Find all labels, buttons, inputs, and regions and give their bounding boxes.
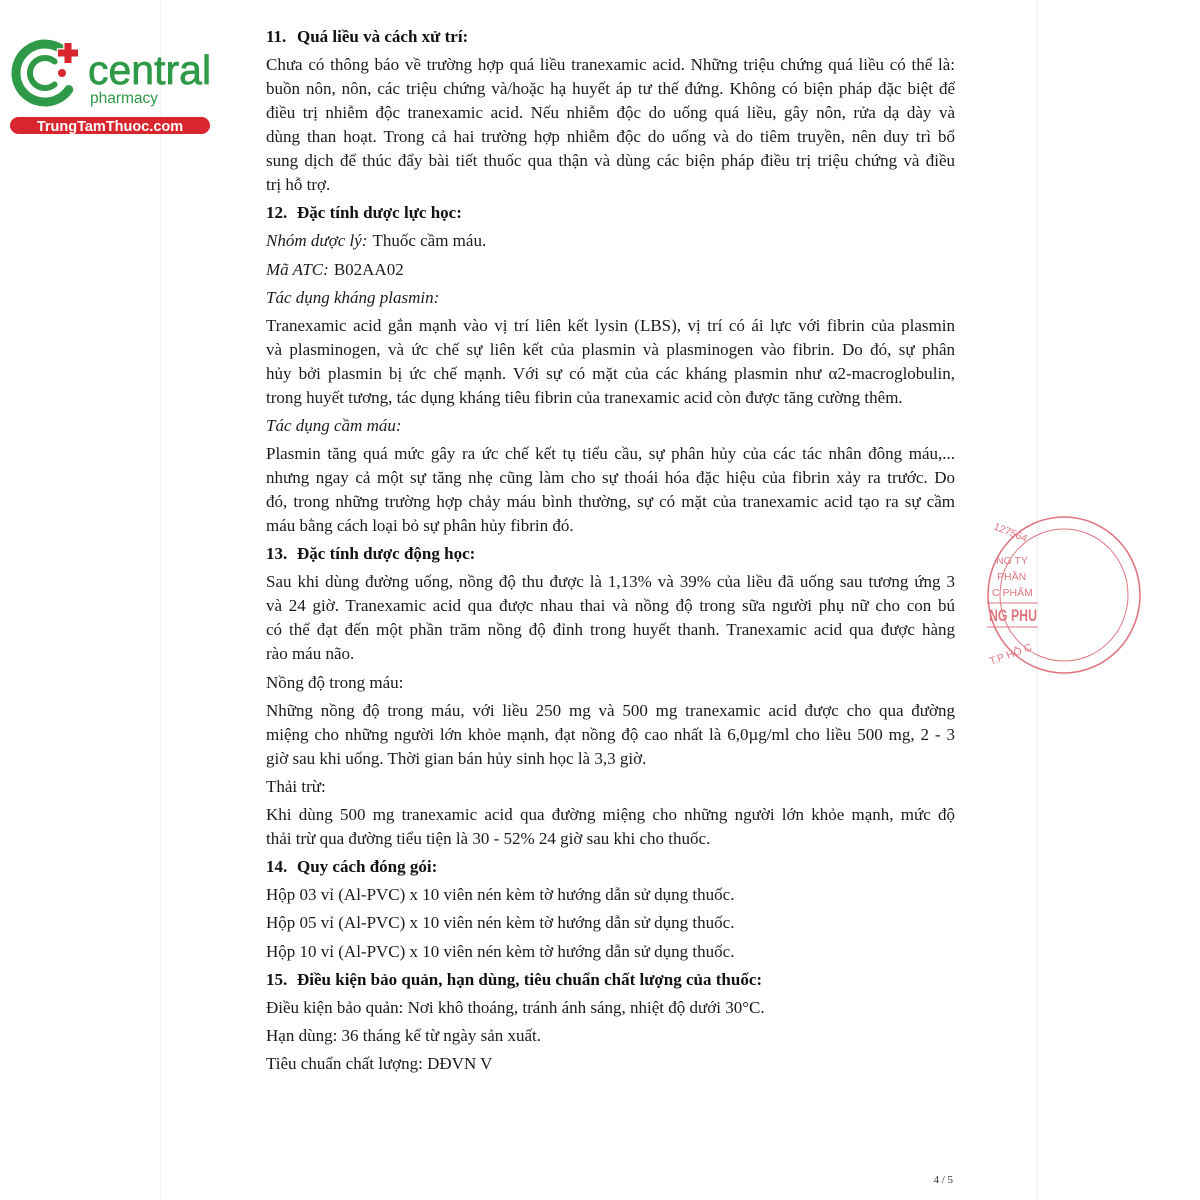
- scan-edge-left: [160, 0, 161, 1200]
- hemostatic-paragraph: [266, 442, 955, 538]
- packaging-item: Hộp 05 vỉ (Al-PVC) x 10 viên nén kèm tờ hướng dẫn sử dụng thuốc.: [266, 913, 735, 933]
- paragraph-line: sung dịch để thúc đẩy bài tiết thuốc qua thận và dùng các biện pháp điều trị triệu chứng và điều: [266, 151, 955, 171]
- antiplasmin-paragraph: [266, 314, 955, 410]
- paragraph-line: Chưa có thông báo về trường hợp quá liều tranexamic acid. Những triệu chứng quá liều có thể là:: [266, 55, 955, 75]
- logo-brand-name: central: [88, 47, 212, 93]
- section-title: Đặc tính dược động học:: [297, 544, 476, 564]
- paragraph-line: Khi dùng 500 mg tranexamic acid qua đường miệng cho những người lớn khỏe mạnh, mức độ: [266, 804, 955, 824]
- paragraph-line: hủy bởi plasmin bị ức chế mạnh. Với sự có mặt của các kháng plasmin như α2-macroglobulin,: [266, 363, 955, 383]
- section-number: 13.: [266, 544, 288, 564]
- section-12-heading: [266, 201, 955, 225]
- section-11-heading: [266, 25, 955, 49]
- logo-website-text: TrungTamThuoc.com: [36, 119, 184, 135]
- stamp-line: PHẦN: [997, 571, 1027, 583]
- drug-group-value: Thuốc cầm máu.: [372, 231, 487, 251]
- central-pharmacy-logo: [6, 34, 214, 136]
- section-13-heading: [266, 542, 955, 566]
- paragraph-line: đó, trong những trường hợp chảy máu bình thường, sự có mặt của tranexamic acid tạo ra sự cầm: [266, 492, 955, 512]
- section-title: Đặc tính dược lực học:: [297, 203, 462, 223]
- paragraph-line: Tranexamic acid gắn mạnh vào vị trí liên kết lysin (LBS), vị trí có ái lực với fibrin của plasmin: [266, 315, 955, 335]
- paragraph-line: nhưng ngay cả một sự tăng nhẹ cũng làm cho sự thoái hóa đặc hiệu của fibrin xảy ra trước. Do: [266, 468, 955, 488]
- paragraph-line: Những nồng độ trong máu, với liều 250 mg và 500 mg tranexamic acid được cho qua đường: [266, 700, 955, 720]
- packaging-item: Hộp 03 vỉ (Al-PVC) x 10 viên nén kèm tờ hướng dẫn sử dụng thuốc.: [266, 885, 735, 905]
- packaging-item: Hộp 10 vỉ (Al-PVC) x 10 viên nén kèm tờ hướng dẫn sử dụng thuốc.: [266, 941, 735, 961]
- paragraph-line: miệng cho những người lớn khỏe mạnh, đạt nồng độ cao nhất là 6,0µg/ml cho liều 500 mg, 2 - 3: [266, 724, 955, 744]
- atc-code-label: Mã ATC:: [266, 259, 329, 279]
- section-number: 11.: [266, 27, 287, 46]
- logo-red-dot: [58, 69, 66, 77]
- section-number: 15.: [266, 969, 288, 989]
- paragraph-line: giờ sau khi uống. Thời gian bán hủy sinh học là 3,3 giờ.: [266, 748, 647, 768]
- drug-group-label: Nhóm dược lý:: [266, 231, 368, 251]
- paragraph-line: Sau khi dùng đường uống, nồng độ thu được là 1,13% và 39% của liều đã uống sau tương ứng 3: [266, 572, 955, 592]
- stamp-registration-number: 127564: [991, 520, 1029, 545]
- hemostatic-subheading: Tác dụng cầm máu:: [266, 415, 402, 435]
- paragraph-line: có thể đạt đến một phần trăm nồng độ đỉnh trong huyết thanh. Tranexamic acid qua được hàng: [266, 620, 955, 640]
- stamp-line: C PHẨM: [992, 587, 1033, 599]
- stamp-company-name: NG PHU: [989, 606, 1037, 625]
- paragraph-line: và 24 giờ. Tranexamic acid qua được nhau thai và nồng độ trong sữa người phụ nữ cho con bú: [266, 596, 955, 616]
- section-title: Điều kiện bảo quản, hạn dùng, tiêu chuẩn chất lượng của thuốc:: [297, 969, 763, 989]
- paragraph-line: Plasmin tăng quá mức gây ra ức chế kết tụ tiểu cầu, sự phân hủy của các tác nhân đông máu,...: [266, 444, 955, 464]
- antiplasmin-subheading: Tác dụng kháng plasmin:: [266, 287, 440, 307]
- atc-code-value: B02AA02: [333, 259, 404, 279]
- atc-code-line: [266, 258, 955, 282]
- paragraph-line: máu bằng cách loại bỏ sự phân hủy fibrin đó.: [266, 516, 574, 536]
- paragraph-line: buồn nôn, nôn, các triệu chứng và/hoặc hạ huyết áp tư thế đứng. Không có biện pháp đặc biệt để: [266, 79, 955, 99]
- paragraph-line: và plasminogen, và ức chế sự liên kết của plasmin và plasminogen vào fibrin. Do đó, sự phân: [266, 339, 955, 359]
- shelf-life: Hạn dùng: 36 tháng kể từ ngày sản xuất.: [266, 1025, 542, 1045]
- pharmacokinetics-paragraph: [266, 570, 955, 666]
- paragraph-line: trong huyết tương, tác dụng kháng tiêu fibrin của tranexamic acid còn được tăng cường thêm.: [266, 387, 903, 407]
- page-number: 4 / 5: [933, 1174, 953, 1186]
- section-14-heading: [266, 855, 955, 879]
- company-stamp: [984, 515, 1038, 675]
- section-title: Quy cách đóng gói:: [297, 857, 438, 877]
- leaflet-page-content: [266, 25, 955, 1080]
- paragraph-line: dùng than hoạt. Trong cả hai trường hợp nhiễm độc do uống và do tiêm truyền, nên duy trì bổ: [266, 127, 955, 147]
- section-number: 12.: [266, 203, 288, 223]
- logo-brand-sub: pharmacy: [90, 90, 159, 107]
- quality-standard: Tiêu chuẩn chất lượng: DĐVN V: [266, 1054, 493, 1074]
- section-15-heading: [266, 968, 955, 992]
- storage-conditions: Điều kiện bảo quản: Nơi khô thoáng, tránh ánh sáng, nhiệt độ dưới 30°C.: [266, 997, 765, 1017]
- paragraph-line: rào máu não.: [266, 644, 355, 664]
- elimination-paragraph: [266, 803, 955, 851]
- paragraph-line: điều trị nhiễm độc tranexamic acid. Nếu nhiễm độc do uống quá liều, gây nôn, rửa dạ dày và: [266, 103, 955, 123]
- paragraph-line: trị hỗ trợ.: [266, 175, 331, 195]
- stamp-city: T.P HỒ C: [987, 641, 1034, 668]
- blood-concentration-paragraph: [266, 699, 955, 771]
- drug-group-line: [266, 229, 955, 253]
- blood-concentration-subheading: Nồng độ trong máu:: [266, 672, 404, 692]
- paragraph-line: thải trừ qua đường tiểu tiện là 30 - 52% 24 giờ sau khi cho thuốc.: [266, 828, 711, 848]
- central-pharmacy-logo-icon: [16, 43, 78, 102]
- logo-inner-ring: [30, 58, 55, 88]
- elimination-subheading: Thải trừ:: [266, 776, 326, 796]
- stamp-line: NG TY: [996, 555, 1028, 567]
- section-title: Quá liều và cách xử trí:: [297, 27, 469, 46]
- overdose-paragraph: [266, 53, 955, 197]
- section-number: 14.: [266, 857, 288, 877]
